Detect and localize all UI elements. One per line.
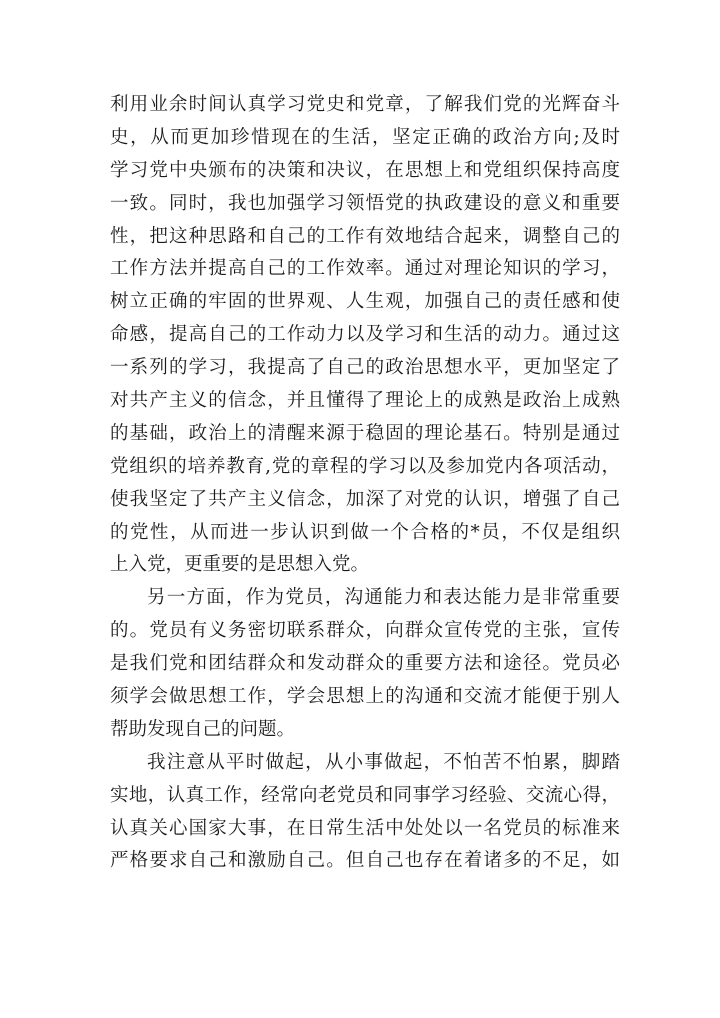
text-line: 上入党，更重要的是思想入党。: [110, 554, 370, 576]
text-line: 一系列的学习，我提高了自己的政治思想水平，更加坚定了: [110, 357, 620, 379]
text-line: 实地，认真工作，经常向老党员和同事学习经验、交流心得，: [110, 784, 620, 806]
text-line: 性，把这种思路和自己的工作有效地结合起来，调整自己的: [110, 225, 620, 247]
text-line: 党组织的培养教育,党的章程的学习以及参加党内各项活动，: [110, 455, 620, 477]
text-line: 的基础，政治上的清醒来源于稳固的理论基石。特别是通过: [110, 422, 620, 444]
text-line: 是我们党和团结群众和发动群众的重要方法和途径。党员必: [110, 653, 620, 675]
text-line: 的党性，从而进一步认识到做一个合格的*员，不仅是组织: [110, 521, 620, 543]
text-line: 对共产主义的信念，并且懂得了理论上的成熟是政治上成熟: [110, 390, 620, 412]
text-line: 使我坚定了共产主义信念，加深了对党的认识，增强了自己: [110, 488, 620, 510]
text-line: 学习党中央颁布的决策和决议，在思想上和党组织保持高度: [110, 159, 620, 181]
text-line: 的。党员有义务密切联系群众，向群众宣传党的主张，宣传: [110, 620, 620, 642]
text-line: 严格要求自己和激励自己。但自己也存在着诸多的不足，如: [110, 850, 620, 872]
text-line: 一致。同时，我也加强学习领悟党的执政建设的意义和重要: [110, 192, 620, 214]
text-line: 工作方法并提高自己的工作效率。通过对理论知识的学习，: [110, 258, 620, 280]
document-body: [110, 89, 620, 878]
text-line: 史，从而更加珍惜现在的生活，坚定正确的政治方向;及时: [110, 126, 620, 148]
text-line: 命感，提高自己的工作动力以及学习和生活的动力。通过这: [110, 324, 620, 346]
text-line: 树立正确的牢固的世界观、人生观，加强自己的责任感和使: [110, 291, 620, 313]
text-line: 须学会做思想工作，学会思想上的沟通和交流才能便于别人: [110, 686, 620, 708]
text-line: 帮助发现自己的问题。: [110, 718, 296, 740]
text-line: 认真关心国家大事，在日常生活中处处以一名党员的标准来: [110, 817, 620, 839]
text-line: 我注意从平时做起，从小事做起，不怕苦不怕累，脚踏: [147, 751, 620, 773]
text-line: 另一方面，作为党员，沟通能力和表达能力是非常重要: [147, 587, 620, 609]
text-line: 利用业余时间认真学习党史和党章，了解我们党的光辉奋斗: [110, 94, 620, 115]
